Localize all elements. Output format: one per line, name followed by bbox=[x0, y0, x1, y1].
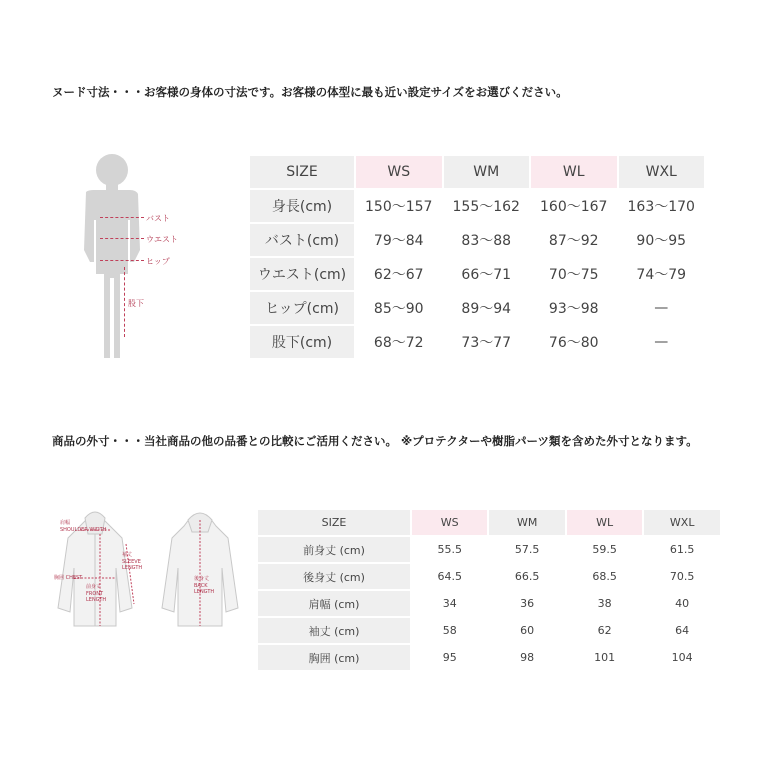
table-cell: 73〜77 bbox=[443, 325, 531, 359]
table-cell: 155〜162 bbox=[443, 189, 531, 223]
table-header-row bbox=[250, 156, 705, 189]
waist-label: ウエスト bbox=[146, 235, 178, 244]
table-row bbox=[258, 644, 721, 671]
front-length-jp-label: 前身丈 bbox=[86, 584, 102, 590]
shoulder-jp-label: 肩幅 bbox=[60, 520, 71, 526]
table-cell: 85〜90 bbox=[355, 291, 443, 325]
table-cell: 66.5 bbox=[488, 563, 565, 590]
table-row bbox=[258, 536, 721, 563]
table-cell: 101 bbox=[566, 644, 643, 671]
table-cell: 163〜170 bbox=[618, 189, 706, 223]
table-cell: 95 bbox=[411, 644, 488, 671]
row-label: 袖丈 (cm) bbox=[258, 617, 411, 644]
sleeve-jp-label: 袖丈 bbox=[122, 552, 133, 558]
table-row bbox=[250, 325, 705, 359]
table-cell: 160〜167 bbox=[530, 189, 618, 223]
back-length-en-label-2: LENGTH bbox=[194, 589, 215, 595]
row-label: 股下(cm) bbox=[250, 325, 355, 359]
size-wm-header: WM bbox=[488, 510, 565, 536]
table-cell: 93〜98 bbox=[530, 291, 618, 325]
jacket-diagram bbox=[40, 508, 240, 633]
size-ws-header: WS bbox=[355, 156, 443, 189]
body-silhouette-figure bbox=[70, 150, 200, 370]
table-cell: 60 bbox=[488, 617, 565, 644]
hip-label: ヒップ bbox=[146, 257, 170, 266]
table-row bbox=[258, 590, 721, 617]
table-cell: 64.5 bbox=[411, 563, 488, 590]
table-row bbox=[258, 563, 721, 590]
table-cell: 89〜94 bbox=[443, 291, 531, 325]
table-cell: 76〜80 bbox=[530, 325, 618, 359]
table-cell: 87〜92 bbox=[530, 223, 618, 257]
table-cell: 55.5 bbox=[411, 536, 488, 563]
table-cell: 66〜71 bbox=[443, 257, 531, 291]
size-wl-header: WL bbox=[566, 510, 643, 536]
inseam-label: 股下 bbox=[128, 299, 144, 308]
table-cell: 57.5 bbox=[488, 536, 565, 563]
table-row bbox=[250, 257, 705, 291]
table-cell: 68〜72 bbox=[355, 325, 443, 359]
table-cell: 70〜75 bbox=[530, 257, 618, 291]
table-cell: 58 bbox=[411, 617, 488, 644]
size-wl-header: WL bbox=[530, 156, 618, 189]
size-wxl-header: WXL bbox=[643, 510, 721, 536]
nude-size-table bbox=[250, 156, 706, 360]
garment-size-table bbox=[258, 510, 722, 672]
size-header: SIZE bbox=[250, 156, 355, 189]
row-label: 身長(cm) bbox=[250, 189, 355, 223]
table-cell: 150〜157 bbox=[355, 189, 443, 223]
table-cell: 62 bbox=[566, 617, 643, 644]
table-cell: 70.5 bbox=[643, 563, 721, 590]
bust-label: バスト bbox=[146, 214, 170, 223]
sleeve-en-label: SLEEVE bbox=[122, 559, 141, 565]
table-cell: 40 bbox=[643, 590, 721, 617]
row-label: 前身丈 (cm) bbox=[258, 536, 411, 563]
size-header: SIZE bbox=[258, 510, 411, 536]
row-label: 胸囲 (cm) bbox=[258, 644, 411, 671]
table-cell: 36 bbox=[488, 590, 565, 617]
table-cell: 62〜67 bbox=[355, 257, 443, 291]
shoulder-en-label: SHOULDER WIDTH bbox=[60, 527, 107, 533]
table-cell: — bbox=[618, 291, 706, 325]
nude-size-heading: ヌード寸法・・・お客様の身体の寸法です。お客様の体型に最も近い設定サイズをお選びください。 bbox=[52, 85, 568, 99]
size-wxl-header: WXL bbox=[618, 156, 706, 189]
size-ws-header: WS bbox=[411, 510, 488, 536]
table-cell: 64 bbox=[643, 617, 721, 644]
table-cell: 74〜79 bbox=[618, 257, 706, 291]
table-header-row bbox=[258, 510, 721, 536]
table-cell: — bbox=[618, 325, 706, 359]
table-row bbox=[250, 223, 705, 257]
sleeve-en-label-2: LENGTH bbox=[122, 565, 143, 571]
table-cell: 104 bbox=[643, 644, 721, 671]
row-label: ウエスト(cm) bbox=[250, 257, 355, 291]
row-label: ヒップ(cm) bbox=[250, 291, 355, 325]
table-cell: 34 bbox=[411, 590, 488, 617]
size-wm-header: WM bbox=[443, 156, 531, 189]
table-cell: 90〜95 bbox=[618, 223, 706, 257]
back-length-en-label: BACK bbox=[194, 583, 208, 589]
row-label: 後身丈 (cm) bbox=[258, 563, 411, 590]
front-length-en-label-2: LENGTH bbox=[86, 597, 107, 603]
table-row bbox=[250, 291, 705, 325]
table-cell: 38 bbox=[566, 590, 643, 617]
table-cell: 68.5 bbox=[566, 563, 643, 590]
table-cell: 98 bbox=[488, 644, 565, 671]
row-label: 肩幅 (cm) bbox=[258, 590, 411, 617]
table-row bbox=[250, 189, 705, 223]
front-length-en-label: FRONT bbox=[86, 591, 104, 597]
table-cell: 83〜88 bbox=[443, 223, 531, 257]
row-label: バスト(cm) bbox=[250, 223, 355, 257]
table-cell: 61.5 bbox=[643, 536, 721, 563]
back-length-jp-label: 後身丈 bbox=[194, 576, 210, 582]
table-cell: 79〜84 bbox=[355, 223, 443, 257]
table-cell: 59.5 bbox=[566, 536, 643, 563]
garment-size-heading: 商品の外寸・・・当社商品の他の品番との比較にご活用ください。 ※プロテクターや樹脂パーツ類を含めた外寸となります。 bbox=[52, 434, 698, 448]
table-row bbox=[258, 617, 721, 644]
chest-label: 胸囲 CHEST bbox=[54, 575, 83, 581]
